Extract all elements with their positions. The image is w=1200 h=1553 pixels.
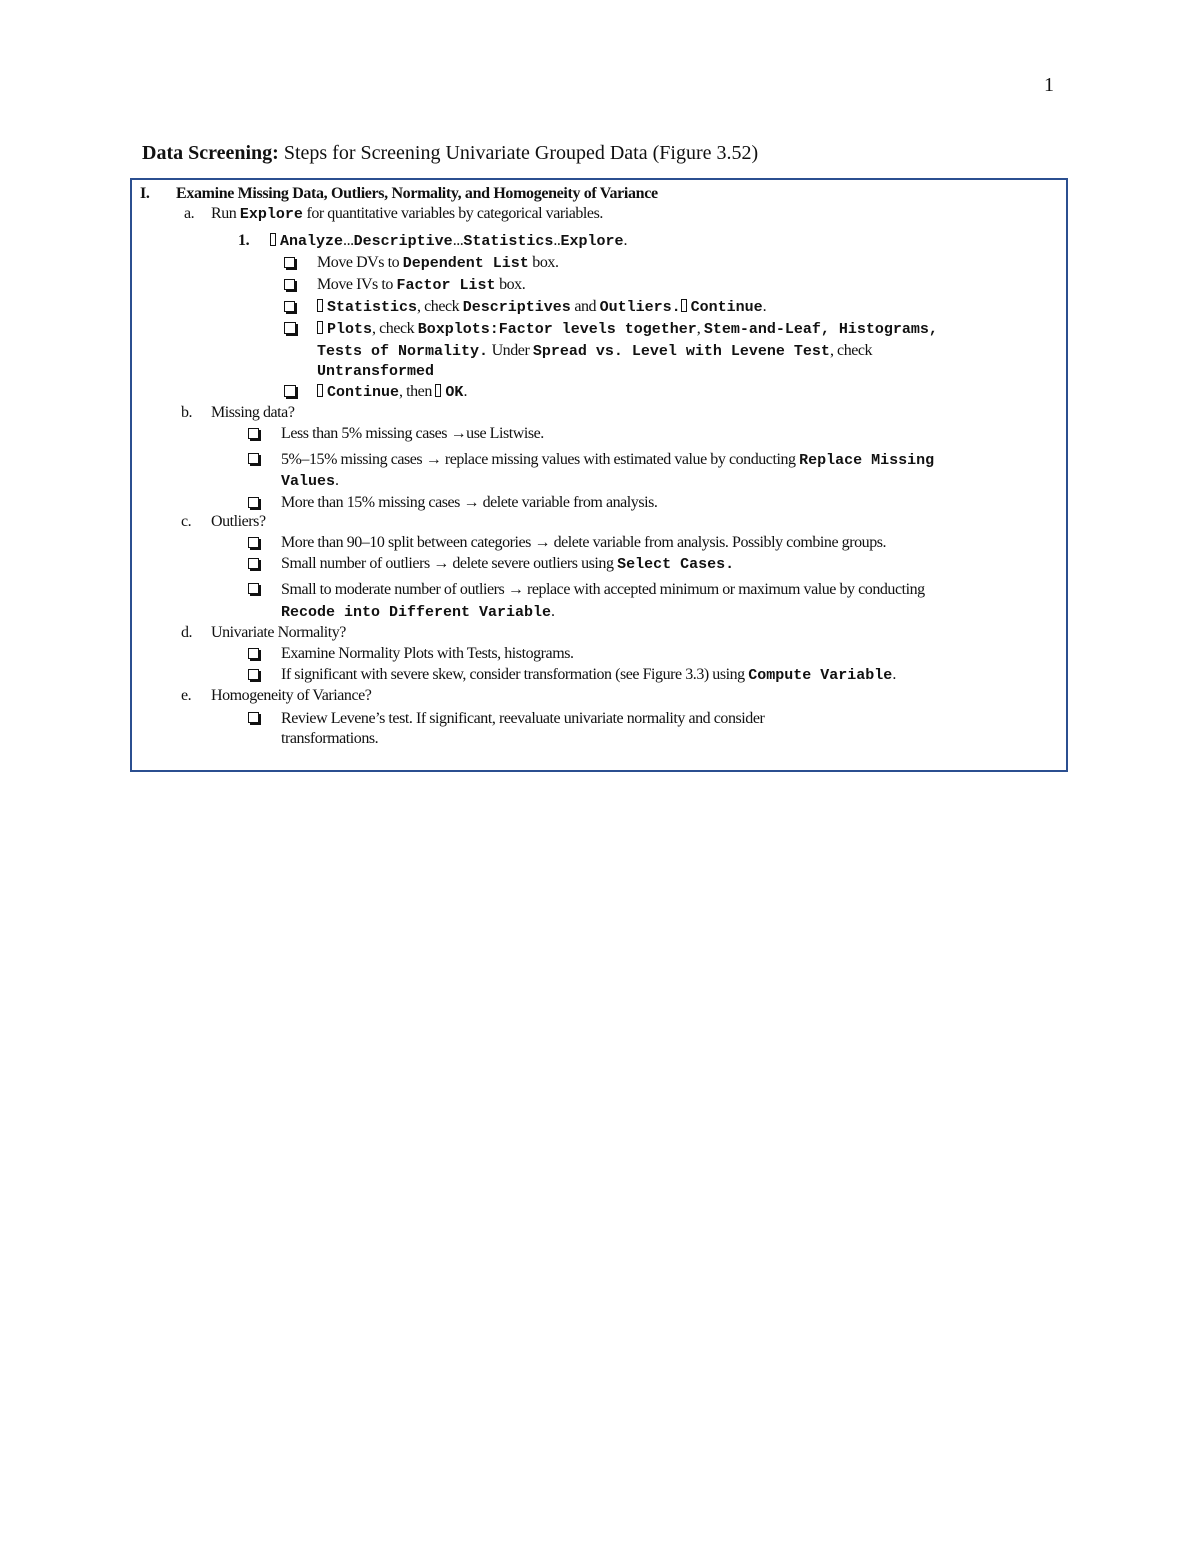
ok-code: OK — [445, 384, 464, 401]
descriptives-code: Descriptives — [462, 299, 571, 316]
text: Move IVs to — [317, 276, 397, 293]
item-e-marker: e. — [181, 687, 192, 704]
section-heading: Examine Missing Data, Outliers, Normality, and Homogeneity of Variance — [176, 185, 658, 202]
text: , check — [417, 298, 463, 315]
item-b-marker: b. — [181, 404, 193, 421]
statistics-code: Statistics — [463, 233, 554, 250]
menu-path — [270, 231, 627, 252]
text: Under — [488, 342, 533, 359]
text: , check — [829, 342, 873, 359]
text: Run — [211, 205, 240, 222]
normality-item-2 — [281, 665, 896, 686]
checkbox-icon — [284, 301, 295, 312]
plots-item-cont2 — [317, 361, 434, 382]
text: . — [335, 472, 339, 489]
analyze-code: Analyze — [280, 233, 344, 250]
text: Move DVs to — [317, 254, 403, 271]
text: 5%–15% missing cases → replace missing values with estimated value by conducting — [281, 451, 800, 468]
variance-item-1-cont: transformations. — [281, 730, 379, 747]
outliers-item-2 — [281, 554, 734, 575]
checkbox-icon — [248, 537, 259, 548]
text: . — [762, 298, 767, 315]
checkbox-icon — [248, 428, 259, 439]
text: for quantitative variables by categorical variables. — [302, 205, 603, 222]
replace-missing-code: Replace Missing — [799, 452, 935, 469]
checkbox-icon — [248, 453, 259, 464]
ellipsis: ... — [343, 232, 354, 249]
text: , then — [399, 383, 436, 400]
item-c-marker: c. — [181, 513, 192, 530]
checkbox-icon — [284, 279, 295, 290]
checkbox-icon — [248, 648, 259, 659]
missing-item-1: Less than 5% missing cases →use Listwise. — [281, 425, 544, 442]
menu-arrow-icon — [681, 299, 687, 312]
text: . — [463, 383, 467, 400]
item-b-label: Missing data? — [211, 404, 295, 421]
move-ivs-item — [317, 275, 525, 296]
continue-ok-item — [317, 382, 467, 403]
text: . — [551, 603, 555, 620]
checkbox-icon — [248, 583, 259, 594]
checkbox-icon — [284, 322, 296, 334]
untransformed-code: Untransformed — [317, 363, 435, 380]
ellipsis: .. — [553, 232, 561, 249]
stem-leaf-code: Stem-and-Leaf, Histograms, — [703, 321, 938, 338]
boxplots-code: Boxplots:Factor levels together — [417, 321, 697, 338]
item-d-label: Univariate Normality? — [211, 624, 346, 641]
statistics-code: Statistics — [327, 299, 418, 316]
checkbox-icon — [248, 558, 259, 569]
text: box. — [528, 254, 559, 271]
descriptive-code: Descriptive — [353, 233, 453, 250]
continue-code: Continue — [690, 299, 763, 316]
compute-variable-code: Compute Variable — [748, 667, 893, 684]
recode-code: Recode into Different Variable — [281, 604, 552, 621]
page-number: 1 — [1044, 74, 1054, 96]
step-1-marker: 1. — [238, 232, 250, 249]
ellipsis: ... — [452, 232, 464, 249]
checkbox-icon — [284, 385, 296, 397]
menu-arrow-icon — [317, 384, 323, 397]
outliers-item-3-cont — [281, 602, 555, 623]
menu-arrow-icon — [317, 321, 323, 334]
item-a-text — [211, 204, 603, 225]
plots-code: Plots — [327, 321, 373, 338]
variance-item-1: Review Levene’s test. If significant, reevaluate univariate normality and consider — [281, 710, 765, 727]
select-cases-code: Select Cases. — [617, 556, 735, 573]
missing-item-3: More than 15% missing cases → delete variable from analysis. — [281, 494, 658, 511]
menu-arrow-icon — [317, 299, 323, 312]
outliers-code: Outliers. — [599, 299, 681, 316]
outliers-item-3: Small to moderate number of outliers → replace with accepted minimum or maximum value by conducting — [281, 581, 925, 598]
checkbox-icon — [248, 712, 259, 723]
item-a-marker: a. — [184, 205, 195, 222]
menu-arrow-icon — [435, 384, 441, 397]
plots-item — [317, 319, 938, 340]
text: . — [892, 666, 896, 683]
text: box. — [495, 276, 526, 293]
factor-list-code: Factor List — [396, 277, 496, 294]
title-rest: Steps for Screening Univariate Grouped Data (Figure 3.52) — [278, 142, 759, 164]
explore-code: Explore — [560, 233, 624, 250]
text: Small number of outliers → delete severe outliers using — [281, 555, 618, 572]
text: , — [696, 320, 704, 337]
text: and — [570, 298, 600, 315]
spread-level-code: Spread vs. Level with Levene Test — [532, 343, 830, 360]
checkbox-icon — [284, 257, 295, 268]
item-d-marker: d. — [181, 624, 193, 641]
continue-code: Continue — [327, 384, 400, 401]
item-e-label: Homogeneity of Variance? — [211, 687, 372, 704]
explore-code: Explore — [239, 206, 303, 223]
checkbox-icon — [248, 669, 259, 680]
plots-item-cont — [317, 341, 872, 362]
missing-item-2 — [281, 450, 934, 471]
outliers-item-1: More than 90–10 split between categories → delete variable from analysis. Possibly combine groups. — [281, 534, 887, 551]
tests-code: Tests of Normality. — [317, 343, 489, 360]
item-c-label: Outliers? — [211, 513, 266, 530]
values-code: Values — [281, 473, 336, 490]
text: , check — [372, 320, 418, 337]
normality-item-1: Examine Normality Plots with Tests, histograms. — [281, 645, 574, 662]
text: . — [623, 232, 628, 249]
title-bold: Data Screening: — [142, 142, 279, 164]
section-numeral: I. — [140, 185, 150, 202]
document-title — [142, 142, 758, 165]
menu-arrow-icon — [270, 233, 276, 246]
checkbox-icon — [248, 497, 259, 508]
dependent-list-code: Dependent List — [402, 255, 529, 272]
missing-item-2-cont — [281, 471, 339, 492]
statistics-item — [317, 297, 766, 318]
text: If significant with severe skew, consider transformation (see Figure 3.3) using — [281, 666, 749, 683]
move-dvs-item — [317, 253, 559, 274]
